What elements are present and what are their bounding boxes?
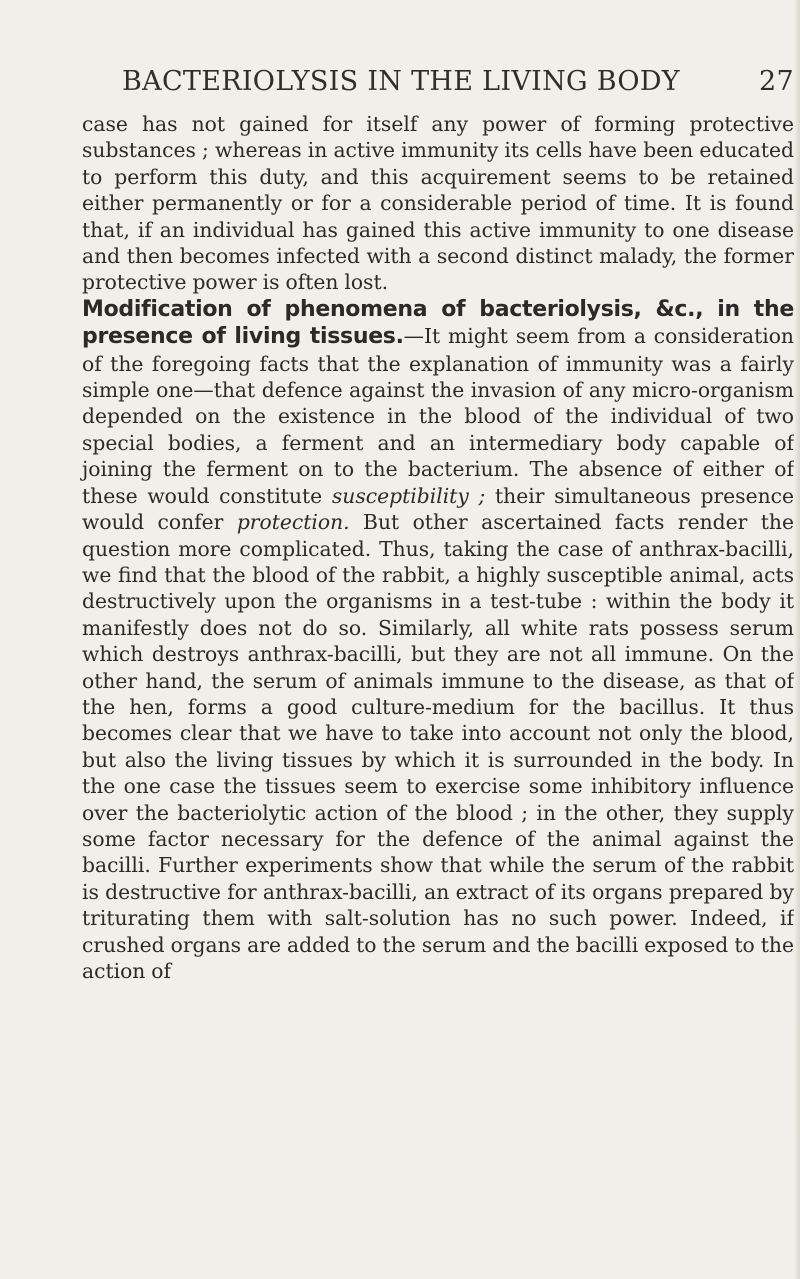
emphasis-susceptibility: susceptibility ;: [331, 483, 486, 508]
paragraph-modification: [82, 296, 794, 985]
paragraph-text-c: But other ascertained facts render the question more complicated. Thus, taking the case of anthrax-bacilli, we find that the blood of the rabbit, a highly susceptible animal, acts destructively upon the organisms in a test-tube : within the body it manifestly does not do so. Similarly, all white rats possess serum which destroys anthrax-bacilli, but they are not all immune. On the other hand, the serum of animals immune to the disease, as that of the hen, forms a good culture-medium for the bacillus. It thus becomes clear that we have to take into account not only the blood, but also the living tissues by which it is surrounded in the body. In the one case the tissues seem to exercise some inhibitory influence over the bacteriolytic action of the blood ; in the other, they supply some factor necessary for the defence of the animal against the bacilli. Further experiments show that while the serum of the rabbit is destructive for anthrax-bacilli, an extract of its organs prepared by triturating them with salt-solution has no such power. Indeed, if crushed organs are added to the serum and the bacilli exposed to the action of: [82, 510, 794, 983]
paragraph-continuation: case has not gained for itself any power of forming protective substances ; whereas in active immunity its cells have been educated to perform this duty, and this acquirement seems to be retained either permanently or for a considerable period of time. It is found that, if an individual has gained this active immunity to one disease and then becomes infected with a second distinct malady, the former protective power is often lost.: [82, 112, 794, 295]
emphasis-protection: protection.: [236, 510, 350, 535]
running-head-title: BACTERIOLYSIS IN THE LIVING BODY: [122, 66, 680, 97]
paragraph-text-a: —It might seem from a consideration of the foregoing facts that the explanation of immunity was a fairly simple one—that defence against the invasion of any micro-organism depended on the existence in the blood of the individual of two special bodies, a ferment and an intermediary body capable of joining the ferment on to the bacterium. The absence of either of these would constitute: [82, 324, 794, 508]
section-heading: Modification of phenomena of bacteriolysis, &c., in the presence of living tissues.: [82, 296, 794, 350]
running-head: [122, 66, 794, 97]
page-edge-shadow: [794, 0, 800, 1279]
body-text: [82, 111, 794, 984]
paragraph-text-b: their simultaneous presence would confer: [82, 483, 794, 535]
page-number: 27: [759, 66, 794, 97]
